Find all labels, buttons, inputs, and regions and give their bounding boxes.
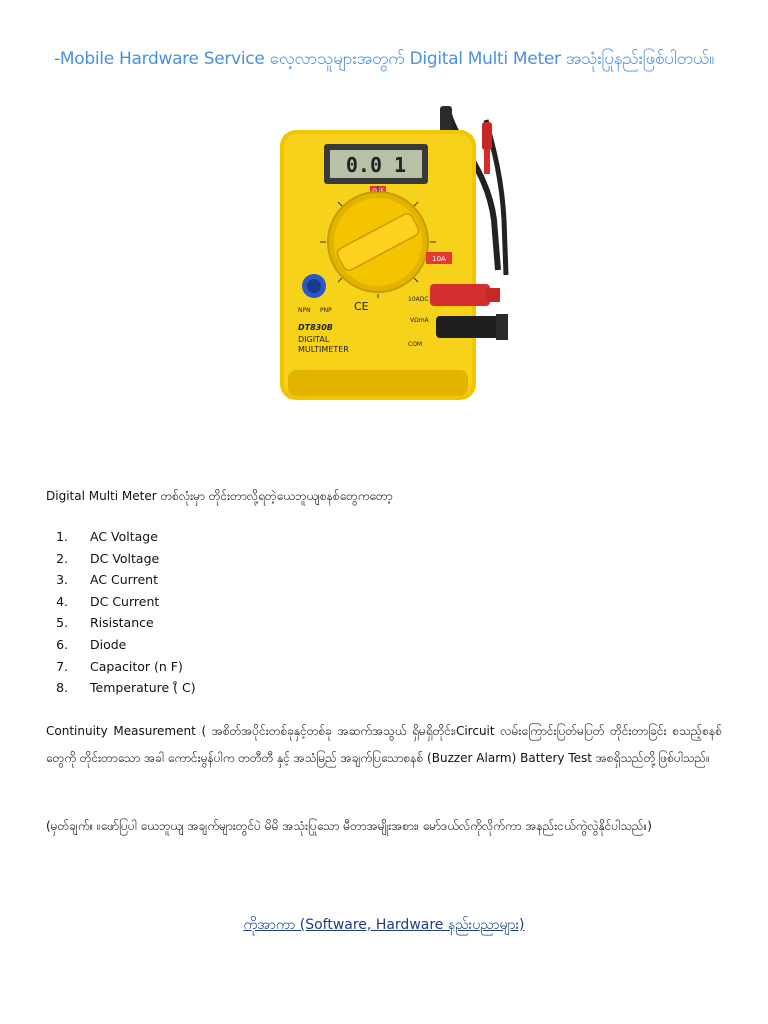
list-item: 1. AC Voltage bbox=[56, 529, 158, 544]
list-item: 3. AC Current bbox=[56, 572, 158, 588]
brand-line-1: DIGITAL bbox=[298, 335, 330, 344]
port-v: VΩmA bbox=[410, 317, 429, 324]
list-item: 7. Capacitor (n F) bbox=[56, 658, 183, 674]
author-link-text[interactable]: ကိုအာကာ (Software, Hardware နည်းပညာများ) bbox=[243, 917, 525, 933]
measurement-list bbox=[46, 526, 196, 699]
intro-text: Digital Multi Meter တစ်လုံးမှာ တိုင်းတာလို့ရတဲ့ယေဘူယျစနစ်တွေကတော့ bbox=[46, 489, 393, 503]
brand-line-2: MULTIMETER bbox=[298, 345, 349, 354]
list-item: 6. Diode bbox=[56, 636, 127, 652]
list-item: 4. DC Current bbox=[56, 593, 160, 609]
multimeter-photo bbox=[258, 100, 510, 412]
npn-label: NPN bbox=[298, 307, 311, 314]
list-item: 2. DC Voltage bbox=[56, 550, 160, 566]
list-item: 5. Risistance bbox=[56, 615, 154, 631]
note-paragraph: (မှတ်ချက်။ ။ဖော်ပြပါ ယေဘူယျ အချက်များတွင်ပဲ မိမိ အသုံးပြုသော မီတာအမျိုးအစား၊ မော်ဒယ်လ်ကိုလိုက်ကာ အနည်းငယ်ကွဲလွဲနိုင်ပါသည်။) bbox=[46, 819, 652, 833]
list-item: 8. Temperature (̊ C) bbox=[56, 680, 196, 696]
range-10a-label: 10A bbox=[432, 255, 446, 263]
port-com: COM bbox=[408, 341, 423, 348]
pnp-label: PNP bbox=[320, 307, 332, 314]
page-title: -Mobile Hardware Service လေ့လာသူများအတွက် Digital Multi Meter အသုံးပြုနည်းဖြစ်ပါတယ်။ bbox=[54, 49, 714, 69]
display-readout: 0.0 1 bbox=[345, 153, 407, 177]
author-link[interactable] bbox=[0, 915, 768, 936]
ce-mark: CE bbox=[354, 300, 369, 313]
model-label: DT830B bbox=[298, 323, 333, 332]
continuity-paragraph: Continuity Measurement ( အစိတ်အပိုင်းတစ်ခုနှင့်တစ်ခု အဆက်အသွယ် ရှိမရှိတိုင်း၊Circuit လမ်းကြောင်းပြတ်မပြတ် တိုင်းတာခြင်း စသည့်စနစ်တွေကို တိုင်းတာသော အခါ ကောင်းမွန်ပါက တတီတီ နှင့် အသံမြည် အချက်ပြသောစနစ် (Buzzer Alarm) Battery Test အစရှိသည်တို့ဖြစ်ပါသည်။ bbox=[46, 724, 722, 765]
port-10adc: 10ADC bbox=[408, 296, 429, 303]
